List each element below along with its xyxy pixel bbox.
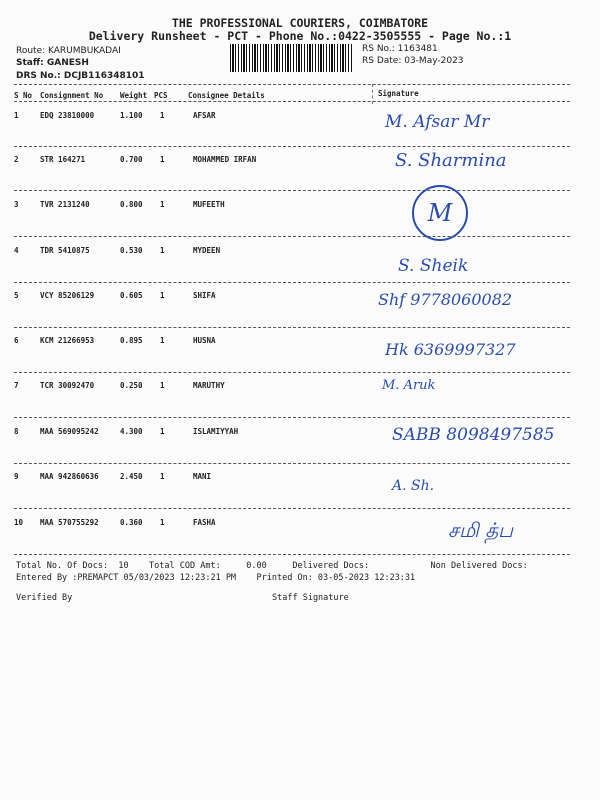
verified-by-label: Verified By (16, 593, 73, 603)
row-sno: 6 (14, 336, 19, 345)
row-sno: 2 (14, 155, 19, 164)
row-divider (14, 372, 570, 373)
totals-line: Total No. Of Docs: 10 Total COD Amt: 0.00 Delivered Docs: Non Delivered Docs: (16, 561, 528, 571)
row-sno: 8 (14, 427, 19, 436)
runsheet-title: Delivery Runsheet - PCT - Phone No.:0422-3505555 - Page No.:1 (88, 29, 512, 43)
row-consignee: AFSAR (193, 111, 216, 120)
row-weight: 4.300 (120, 427, 143, 436)
row-divider (14, 327, 570, 328)
row-pcs: 1 (160, 246, 165, 255)
col-sno: S No (14, 91, 33, 100)
row-consignee: FASHA (193, 518, 216, 527)
row-consignee: MUFEETH (193, 200, 225, 209)
row-sno: 1 (14, 111, 19, 120)
row-pcs: 1 (160, 381, 165, 390)
row-signature: M. Aruk (382, 378, 436, 393)
row-consignment: EDQ 23810000 (40, 111, 95, 120)
rs-number: RS No.: 1163481 (362, 44, 438, 54)
row-consignment: MAA 569095242 (40, 427, 99, 436)
drs-label: DRS No.: DCJB116348101 (16, 71, 145, 81)
row-weight: 0.605 (120, 291, 143, 300)
row-consignment: VCY 85206129 (40, 291, 95, 300)
company-title: THE PROFESSIONAL COURIERS, COIMBATORE (171, 16, 429, 30)
row-weight: 0.530 (120, 246, 143, 255)
row-consignee: MARUTHY (193, 381, 225, 390)
row-signature: Hk 6369997327 (385, 340, 516, 359)
row-pcs: 1 (160, 291, 165, 300)
row-consignee: ISLAMIYYAH (193, 427, 239, 436)
row-weight: 1.100 (120, 111, 143, 120)
row-sno: 7 (14, 381, 19, 390)
row-pcs: 1 (160, 336, 165, 345)
row-signature: S. Sheik (398, 256, 469, 276)
rs-date: RS Date: 03-May-2023 (362, 56, 464, 66)
row-consignment: KCM 21266953 (40, 336, 95, 345)
row-consignee: MOHAMMED IRFAN (193, 155, 257, 164)
row-weight: 2.450 (120, 472, 143, 481)
row-consignee: HUSNA (193, 336, 216, 345)
row-pcs: 1 (160, 518, 165, 527)
barcode (230, 44, 352, 72)
row-weight: 0.250 (120, 381, 143, 390)
row-signature: SABB 8098497585 (392, 425, 555, 445)
row-divider (14, 236, 570, 237)
row-weight: 0.800 (120, 200, 143, 209)
col-signature: Signature (378, 89, 419, 98)
row-consignment: TDR 5410875 (40, 246, 90, 255)
header-divider (14, 84, 570, 85)
row-signature: M (412, 185, 468, 241)
row-pcs: 1 (160, 155, 165, 164)
row-divider (14, 417, 570, 418)
row-consignment: STR 164271 (40, 155, 86, 164)
staff-label: Staff: GANESH (16, 58, 89, 68)
col-consignment: Consignment No (40, 91, 104, 100)
row-sno: 5 (14, 291, 19, 300)
row-consignment: TVR 2131240 (40, 200, 90, 209)
row-divider (14, 508, 570, 509)
row-consignee: MYDEEN (193, 246, 221, 255)
row-divider (14, 463, 570, 464)
row-sno: 3 (14, 200, 19, 209)
row-signature: Shf 9778060082 (378, 290, 513, 309)
row-sno: 4 (14, 246, 19, 255)
row-consignment: TCR 30092470 (40, 381, 95, 390)
col-pcs: PCS (154, 91, 168, 100)
row-weight: 0.360 (120, 518, 143, 527)
row-weight: 0.895 (120, 336, 143, 345)
row-pcs: 1 (160, 200, 165, 209)
row-consignment: MAA 570755292 (40, 518, 99, 527)
row-signature: A. Sh. (392, 478, 435, 494)
col-weight: Weight (120, 91, 148, 100)
row-consignee: SHIFA (193, 291, 216, 300)
row-pcs: 1 (160, 427, 165, 436)
row-divider (14, 190, 570, 191)
row-pcs: 1 (160, 111, 165, 120)
row-divider (14, 554, 570, 555)
row-divider (14, 282, 570, 283)
row-pcs: 1 (160, 472, 165, 481)
row-signature: M. Afsar Mr (385, 112, 490, 132)
row-sno: 10 (14, 518, 24, 527)
entered-by-line: Entered By :PREMAPCT 05/03/2023 12:23:21 PM Printed On: 03-05-2023 12:23:31 (16, 573, 416, 583)
route-label: Route: KARUMBUKADAI (16, 46, 121, 56)
row-weight: 0.700 (120, 155, 143, 164)
row-consignment: MAA 942860636 (40, 472, 99, 481)
staff-signature-label: Staff Signature (272, 593, 349, 603)
row-divider (14, 146, 570, 147)
columns-divider (14, 101, 570, 102)
row-signature: S. Sharmina (395, 150, 507, 171)
row-signature: சமி த்ப (448, 518, 514, 542)
col-consignee: Consignee Details (188, 91, 265, 100)
row-consignee: MANI (193, 472, 212, 481)
row-sno: 9 (14, 472, 19, 481)
